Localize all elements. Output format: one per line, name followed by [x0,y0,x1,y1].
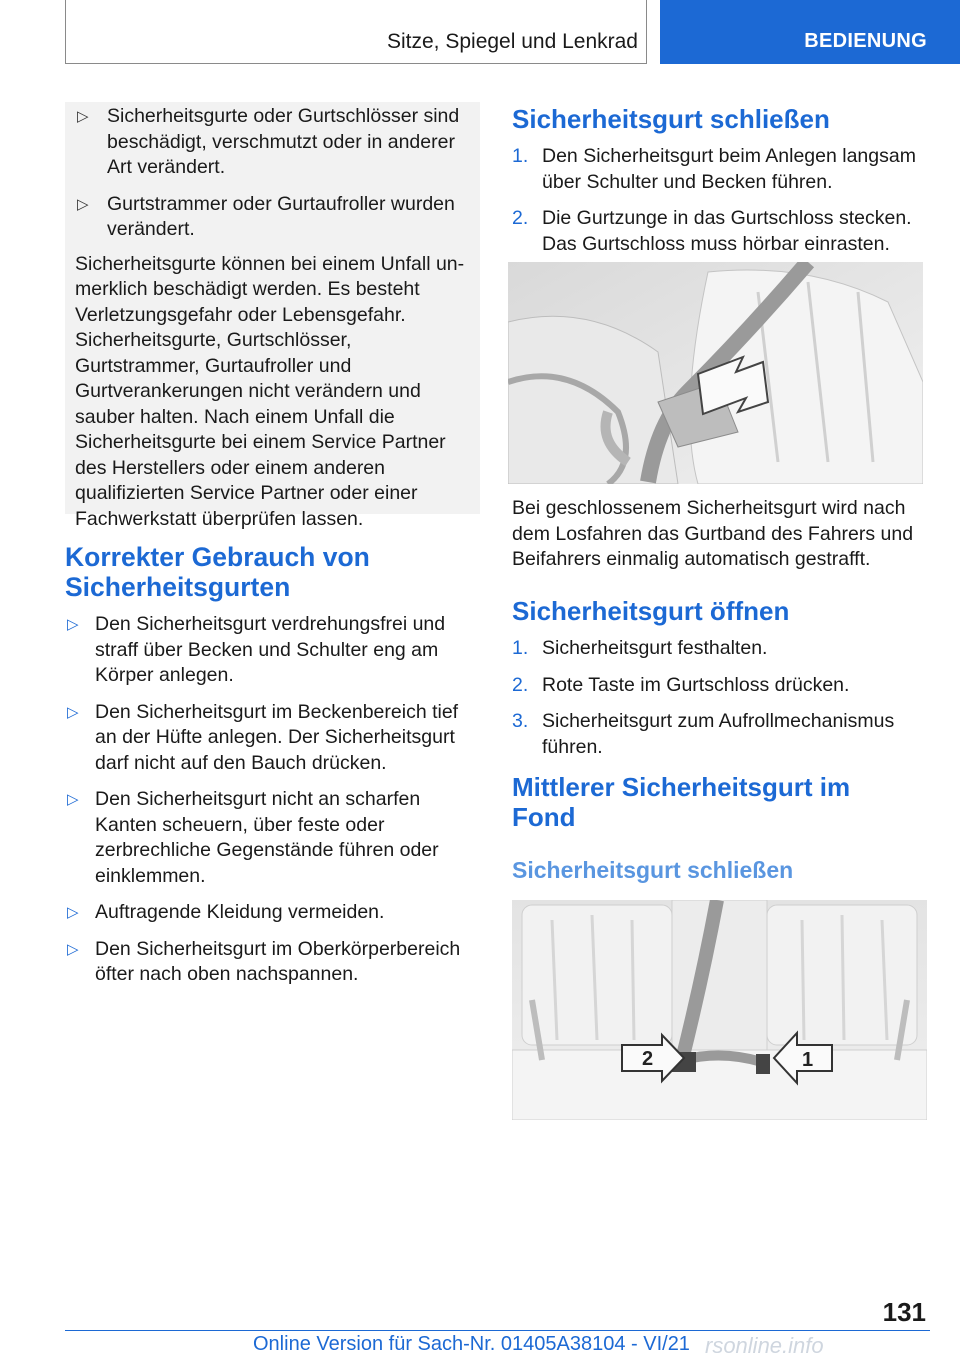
warning-text: Sicherheitsgurte können bei einem Unfall unmerklich beschädigt werden. Es besteht Verletzungsgefahr oder Lebensgefahr. Sicherheitsgurte, Gurtschlösser, Gurtstrammer, Gurtaufroller und Gurtverankerungen nicht verändern und sauber halten. Nach einem Unfall die Sicherheitsgurte bei einem Service Partner des Herstellers oder einem anderen qualifizierten Service Partner oder einer Fachwerkstatt überprüfen lassen. [75,252,465,530]
footer-divider [65,1330,930,1331]
page-number: 131 [882,1297,926,1327]
section-middle-belt [512,772,930,884]
section-heading: Sicherheitsgurt schließen [512,104,830,134]
list-item: ▷ Den Sicherheitsgurt im Beckenbereich tief an der Hüfte anlegen. Der Sicherheitsgurt darf nicht auf den Bauch drücken. [67,700,459,774]
front-seat-illustration [508,262,923,484]
rear-belt-figure [512,900,927,1120]
section-heading: Korrekter Gebrauch von Sicherheitsgurten [65,542,370,602]
close-note: Bei geschlossenem Sicherheitsgurt wird nach dem Losfahren das Gurtband des Fahrers und Beifahrers einmalig automatisch gestrafft. [512,497,914,570]
list-item: ▷ Den Sicherheitsgurt verdrehungsfrei und straff über Becken und Schulter eng am Körper anlegen. [67,613,446,686]
close-note-section [512,496,930,573]
section-close-belt [512,104,930,268]
subsection-heading: Sicherheitsgurt schließen [512,857,794,883]
section-open-belt [512,596,930,771]
warning-content [65,104,480,532]
watermark: rsonline.info [705,1333,824,1358]
callout-2: 2 [642,1048,654,1070]
step-item: 2. Rote Taste im Gurtschloss drücken. [512,673,850,696]
step-item: 1. Den Sicherheitsgurt beim Anlegen langsam über Schulter und Becken führen. [512,145,916,193]
list-item: ▷ Auftragende Kleidung vermeiden. [67,901,385,923]
list-item: ▷ Den Sicherheitsgurt nicht an scharfen Kanten scheuern, über feste oder zerbrechliche Gegenstände führen oder einklemmen. [67,788,439,887]
online-version-text: Online Version für Sach-Nr. 01405A38104 - VI/21 [253,1333,690,1355]
step-item: 1. Sicherheitsgurt festhalten. [512,637,768,659]
step-item: 3. Sicherheitsgurt zum Aufrollmechanismus führen. [512,710,895,758]
chapter-tab[interactable] [660,0,960,64]
section-correct-use [65,542,480,999]
warning-bullet: ▷ Gurtstrammer oder Gurtaufroller wurden verändert. [77,192,455,240]
section-heading: Mittlerer Sicherheitsgurt im Fond [512,772,851,832]
section-title: Sitze, Spiegel und Lenkrad [386,30,638,53]
warning-bullet: ▷ Sicherheitsgurte oder Gurtschlösser sind beschädigt, verschmutzt oder in anderer Art verändert. [77,105,460,178]
step-item: 2. Die Gurtzunge in das Gurtschloss stecken. Das Gurtschloss muss hörbar einrasten. [512,207,912,255]
rear-seat-illustration [512,900,927,1120]
list-item: ▷ Den Sicherheitsgurt im Oberkörperbereich öfter nach oben nachspannen. [67,937,461,985]
callout-1: 1 [802,1049,814,1071]
section-heading: Sicherheitsgurt öffnen [512,596,790,626]
seat-belt-buckle-figure [508,262,923,484]
chapter-tab-label: BEDIENUNG [804,30,927,52]
